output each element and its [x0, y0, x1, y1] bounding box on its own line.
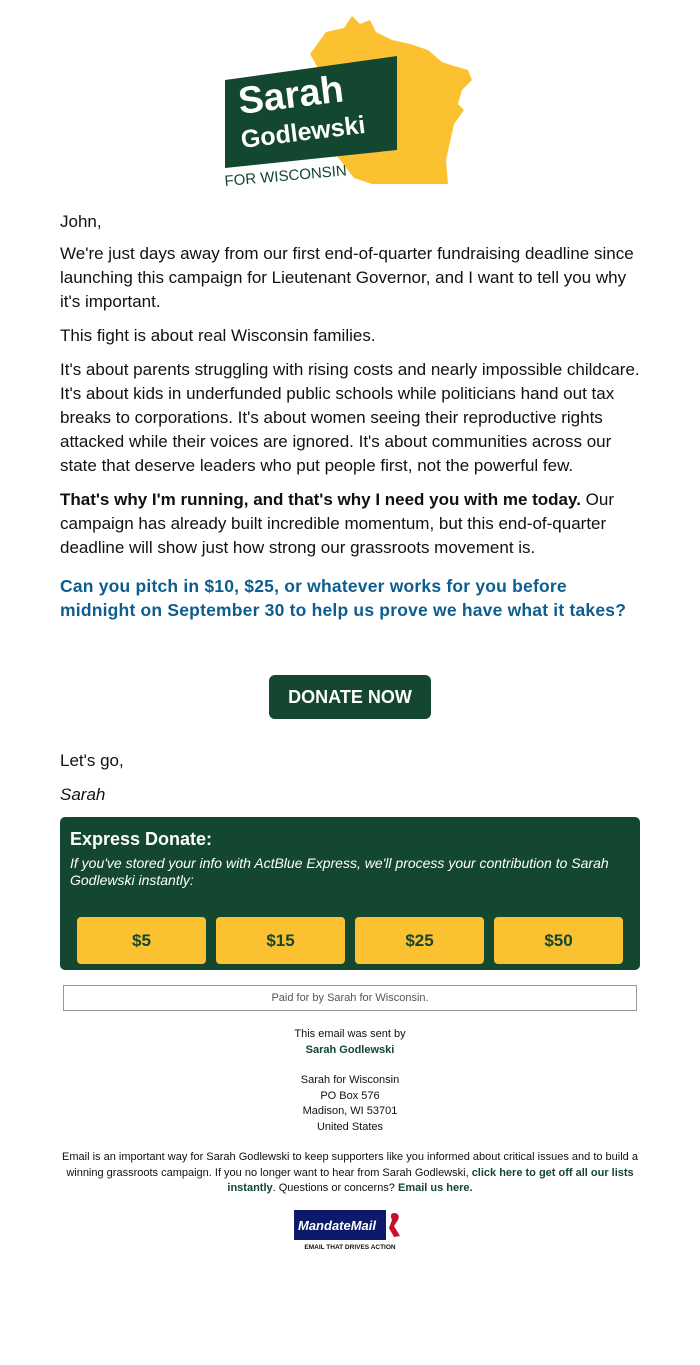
sent-by-name: Sarah Godlewski: [305, 1043, 395, 1056]
donate-now-button[interactable]: DONATE NOW: [269, 675, 431, 719]
paragraph-2: This fight is about real Wisconsin families.: [60, 326, 376, 345]
signature: Sarah: [60, 785, 106, 804]
sent-by: [0, 1027, 700, 1058]
paragraph-1: We're just days away from our first end-of-quarter fundraising deadline since launching this campaign for Lieutenant Governor, and I want to tell you why it's important.: [60, 244, 634, 311]
campaign-logo: [222, 10, 478, 190]
donation-ask[interactable]: Can you pitch in $10, $25, or whatever works for you before midnight on September 30 to help us prove we have what it takes?: [60, 576, 627, 620]
address-line: Sarah for Wisconsin: [300, 1074, 400, 1086]
donate-50-button[interactable]: $50: [494, 917, 623, 964]
donate-15-button[interactable]: $15: [216, 917, 345, 964]
paragraph-4-bold: That's why I'm running, and that's why I need you with me today.: [60, 490, 581, 509]
address-line: Madison, WI 53701: [302, 1105, 398, 1117]
badge-name: MandateMail: [298, 1218, 377, 1233]
donate-row: [0, 675, 700, 719]
badge-tagline: EMAIL THAT DRIVES ACTION: [304, 1244, 396, 1251]
mandatemail-badge[interactable]: [294, 1210, 406, 1252]
express-donate-note: If you've stored your info with ActBlue Express, we'll process your contribution to Sarah Godlewski instantly:: [70, 855, 609, 888]
disclaimer-text-2: . Questions or concerns?: [272, 1182, 398, 1194]
address-line: PO Box 576: [320, 1089, 380, 1102]
contact-link[interactable]: Email us here.: [397, 1182, 473, 1194]
email-body: [60, 210, 645, 632]
greeting: John,: [60, 212, 102, 231]
donate-5-button[interactable]: $5: [77, 917, 206, 964]
paragraph-3: It's about parents struggling with rising costs and nearly impossible childcare. It's about kids in underfunded public schools while politicians hand out tax breaks to corporations. It's about women seeing their reproductive rights attacked while their voices are ignored. It's about communities across our state that deserve leaders who put people first, not the powerful few.: [60, 360, 640, 475]
sent-by-label: This email was sent by: [294, 1028, 406, 1040]
signoff: Let's go,: [60, 751, 124, 770]
logo-line1: Sarah: [235, 68, 346, 123]
wisconsin-map-logo: [222, 10, 478, 190]
express-donate-box: [60, 817, 640, 970]
paid-for-disclaimer: Paid for by Sarah for Wisconsin.: [63, 985, 637, 1011]
email-disclaimer: [55, 1150, 645, 1197]
logo-line3: FOR WISCONSIN: [223, 162, 348, 190]
mandatemail-logo-icon: [294, 1210, 406, 1252]
paragraph-4-rest: Our campaign has already built incredible momentum, but this end-of-quarter deadline will show just how strong our grassroots movement is.: [60, 490, 614, 557]
express-donate-title: Express Donate:: [70, 829, 213, 849]
address-line: United States: [316, 1120, 384, 1133]
donate-25-button[interactable]: $25: [355, 917, 484, 964]
unsubscribe-link[interactable]: click here to get off all our lists instantly: [227, 1166, 634, 1194]
disclaimer-text-1: Email is an important way for Sarah Godlewski to keep supporters like you informed about critical issues and to build a winning grassroots campaign. If you no longer want to hear from Sarah Godlewski,: [62, 1151, 638, 1179]
paragraph-4: [60, 488, 645, 560]
mailing-address: [0, 1073, 700, 1135]
express-amounts: [77, 917, 623, 964]
logo-line2: Godlewski: [239, 110, 367, 154]
